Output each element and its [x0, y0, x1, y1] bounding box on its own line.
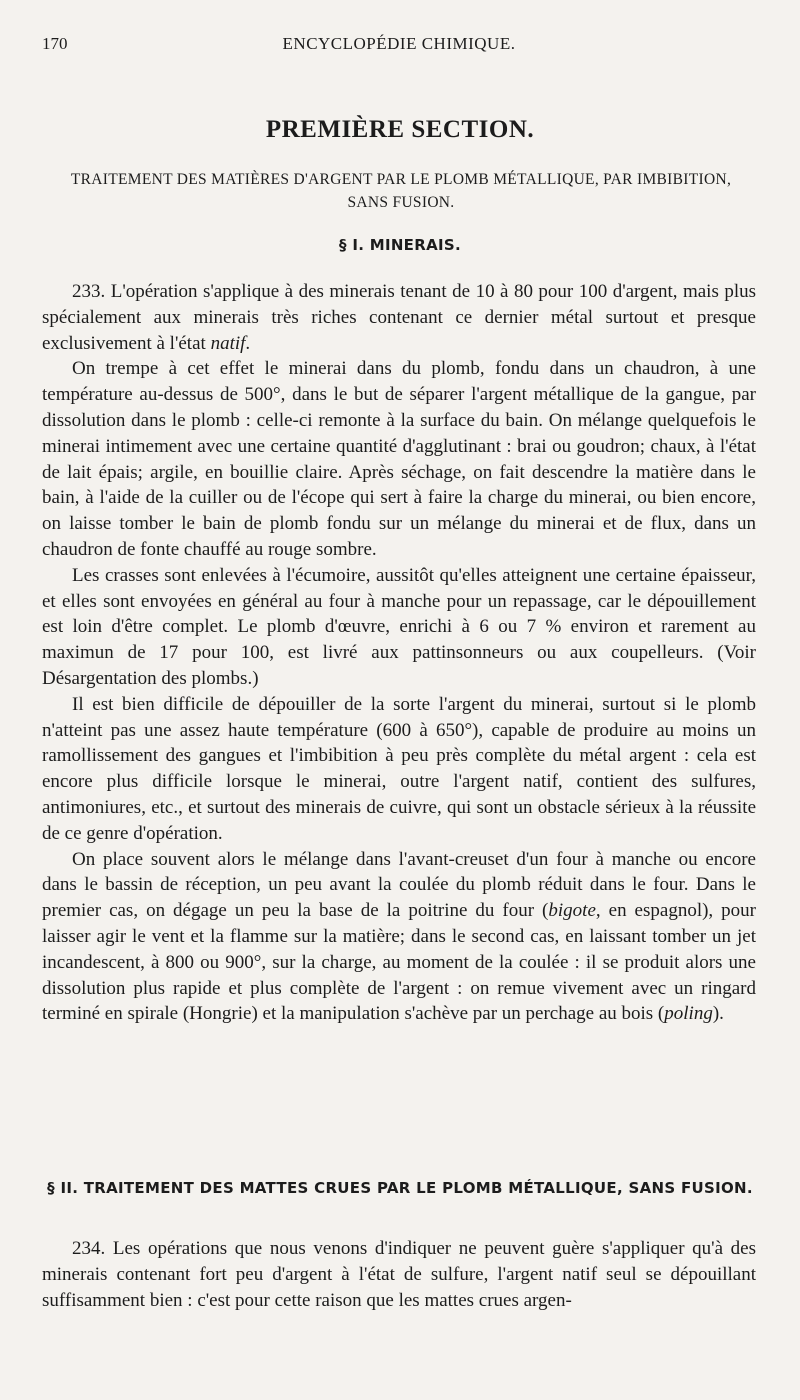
- page-header: [42, 34, 756, 58]
- italic-term: bigote: [548, 900, 596, 922]
- section-subtitle: TRAITEMENT DES MATIÈRES D'ARGENT PAR LE PLOMB MÉTALLIQUE, PAR IMBIBITION, SANS FUSION.: [70, 171, 732, 211]
- running-title: ENCYCLOPÉDIE CHIMIQUE.: [282, 34, 516, 53]
- text-run: On place souvent alors le mélange dans l'avant-creuset d'un four à manche ou encore dans le bassin de réception, un peu avant la coulée du plomb réduit dans le four. Dans le premier cas, on dégage un peu la base de la poitrine du four (: [42, 848, 756, 922]
- section-heading-minerais: § I. MINERAIS.: [339, 236, 461, 254]
- text-block-mattes: [42, 1236, 756, 1313]
- page-number: 170: [42, 34, 68, 53]
- paragraph-234: 234. Les opérations que nous venons d'indiquer ne peuvent guère s'appliquer qu'à des minerais contenant fort peu d'argent à l'état de sulfure, l'argent natif seul se dépouillant suffisamment bien : c'est pour cette raison que les mattes crues argen-: [42, 1238, 756, 1311]
- section-heading-mattes: § II. TRAITEMENT DES MATTES CRUES PAR LE PLOMB MÉTALLIQUE, SANS FUSION.: [47, 1179, 753, 1197]
- text-run: ).: [712, 1003, 724, 1025]
- paragraph: [42, 847, 756, 1028]
- italic-term: poling: [664, 1003, 713, 1025]
- text-run: , en espagnol), pour laisser agir le vent et la flamme sur la matière; dans le second cas, en laissant tomber un jet incandescent, à 800 ou 900°, sur la charge, au moment de la coulée : il se produit alors une dissolution plus rapide et plus complète de l'argent : on remue vivement avec un ringard terminé en spirale (Hongrie) et la manipulation s'achève par un perchage au bois (: [42, 900, 756, 1025]
- text-block-minerais: [42, 279, 756, 1027]
- paragraph: Il est bien difficile de dépouiller de la sorte l'argent du minerai, surtout si le plomb n'atteint pas une assez haute température (600 à 650°), capable de produire au moins un ramollissement des gangues et l'imbibition à peu près complète du métal argent : cela est encore plus difficile lorsque le minerai, outre l'argent natif, contient des sulfures, antimoniures, etc., et surtout des minerais de cuivre, qui sont un obstacle sérieux à la réussite de ce genre d'opération.: [42, 693, 756, 844]
- text-run: .: [245, 332, 251, 354]
- paragraph: Les crasses sont enlevées à l'écumoire, aussitôt qu'elles atteignent une certaine épaisseur, et elles sont envoyées en général au four à manche pour un repassage, car le dépouillement est loin d'être complet. Le plomb d'œuvre, enrichi à 6 ou 7 % environ et rarement au maximun de 17 pour 100, est livré aux pattinsonneurs ou aux coupelleurs. (Voir Désargentation des plombs.): [42, 564, 756, 689]
- text-run: 233. L'opération s'applique à des minerais tenant de 10 à 80 pour 100 d'argent, mais plus spécialement aux minerais très riches contenant ce dernier métal surtout et presque exclusivement à l'état: [42, 281, 756, 354]
- italic-term: natif: [210, 332, 246, 354]
- paragraph-233: [42, 279, 756, 356]
- section-title: PREMIÈRE SECTION.: [265, 116, 535, 143]
- paragraph: On trempe à cet effet le minerai dans du plomb, fondu dans un chaudron, à une température au-dessus de 500°, dans le but de séparer l'argent métallique de la gangue, par dissolution dans le plomb : celle-ci remonte à la surface du bain. On mélange quelquefois le minerai intimement avec une certaine quantité d'agglutinant : brai ou goudron; chaux, à l'état de lait épais; argile, en bouillie claire. Après séchage, on fait descendre la matière dans le bain, à l'aide de la cuiller ou de l'écope qui sert à faire la charge du minerai, ou bien encore, on laisse tomber le bain de plomb fondu sur un mélange du minerai et de flux, dans un chaudron de fonte chauffé au rouge sombre.: [42, 358, 756, 560]
